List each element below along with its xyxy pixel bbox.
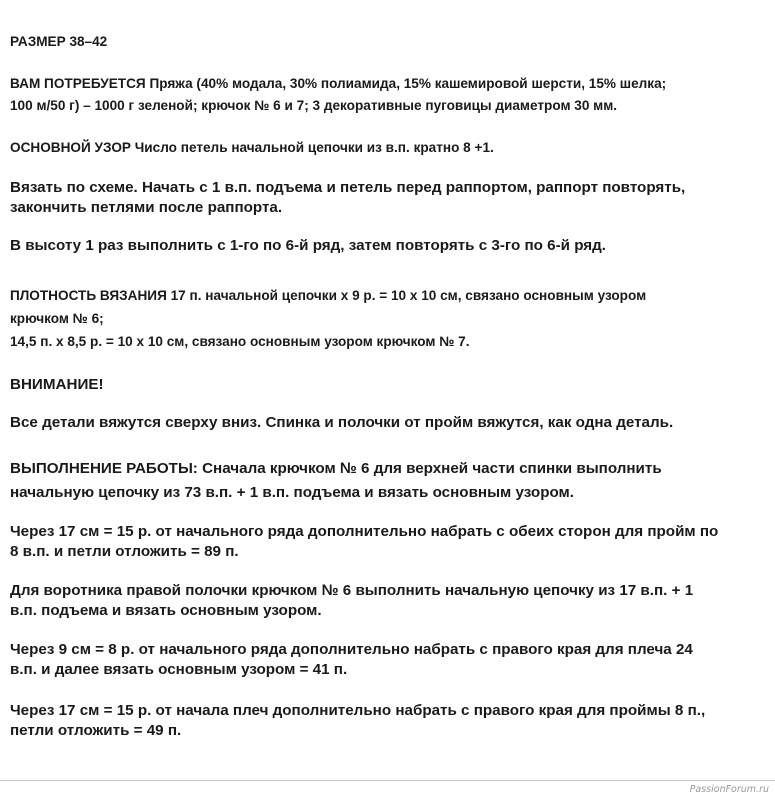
- collar-line-1: Для воротника правой полочки крючком № 6 выполнить начальную цепочку из 17 в.п. + 1: [10, 582, 694, 599]
- pattern-instructions-2: закончить петлями после раппорта.: [10, 199, 283, 216]
- shoulder-line-2: в.п. и далее вязать основным узором = 41 п.: [10, 661, 348, 678]
- work-execution-line-1: ВЫПОЛНЕНИЕ РАБОТЫ: Сначала крючком № 6 для верхней части спинки выполнить: [10, 460, 662, 477]
- materials-line-2: 100 м/50 г) – 1000 г зеленой; крючок № 6 и 7; 3 декоративные пуговицы диаметром 30 мм.: [10, 98, 618, 113]
- attention-text: Все детали вяжутся сверху вниз. Спинка и полочки от пройм вяжутся, как одна деталь.: [10, 414, 674, 431]
- armhole-line-1: Через 17 см = 15 р. от начального ряда дополнительно набрать с обеих сторон для пройм по: [10, 523, 719, 540]
- pattern-instructions-1: Вязать по схеме. Начать с 1 в.п. подъема и петель перед раппортом, раппорт повторять,: [10, 179, 686, 196]
- gauge-line-1: ПЛОТНОСТЬ ВЯЗАНИЯ 17 п. начальной цепочки х 9 р. = 10 х 10 см, связано основным узором: [10, 288, 647, 303]
- watermark: PassionForum.ru: [689, 784, 769, 795]
- rows-repeat-line: В высоту 1 раз выполнить с 1-го по 6-й ряд, затем повторять с 3-го по 6-й ряд.: [10, 237, 607, 254]
- gauge-line-3: 14,5 п. х 8,5 р. = 10 х 10 см, связано основным узором крючком № 7.: [10, 334, 470, 349]
- size-line: РАЗМЕР 38–42: [10, 34, 108, 49]
- bottom-divider: [0, 780, 775, 781]
- armhole-right-line-2: петли отложить = 49 п.: [10, 722, 182, 739]
- armhole-line-2: 8 в.п. и петли отложить = 89 п.: [10, 543, 239, 560]
- armhole-right-line-1: Через 17 см = 15 р. от начала плеч дополнительно набрать с правого края для проймы 8 п.,: [10, 702, 706, 719]
- attention-heading: ВНИМАНИЕ!: [10, 376, 104, 393]
- shoulder-line-1: Через 9 см = 8 р. от начального ряда дополнительно набрать с правого края для плеча 24: [10, 641, 693, 658]
- materials-line-1: ВАМ ПОТРЕБУЕТСЯ Пряжа (40% модала, 30% полиамида, 15% кашемировой шерсти, 15% шелка;: [10, 76, 667, 91]
- gauge-line-2: крючком № 6;: [10, 311, 104, 326]
- collar-line-2: в.п. подъема и вязать основным узором.: [10, 602, 322, 619]
- work-execution-line-2: начальную цепочку из 73 в.п. + 1 в.п. подъема и вязать основным узором.: [10, 484, 575, 501]
- main-pattern-line: ОСНОВНОЙ УЗОР Число петель начальной цепочки из в.п. кратно 8 +1.: [10, 140, 494, 155]
